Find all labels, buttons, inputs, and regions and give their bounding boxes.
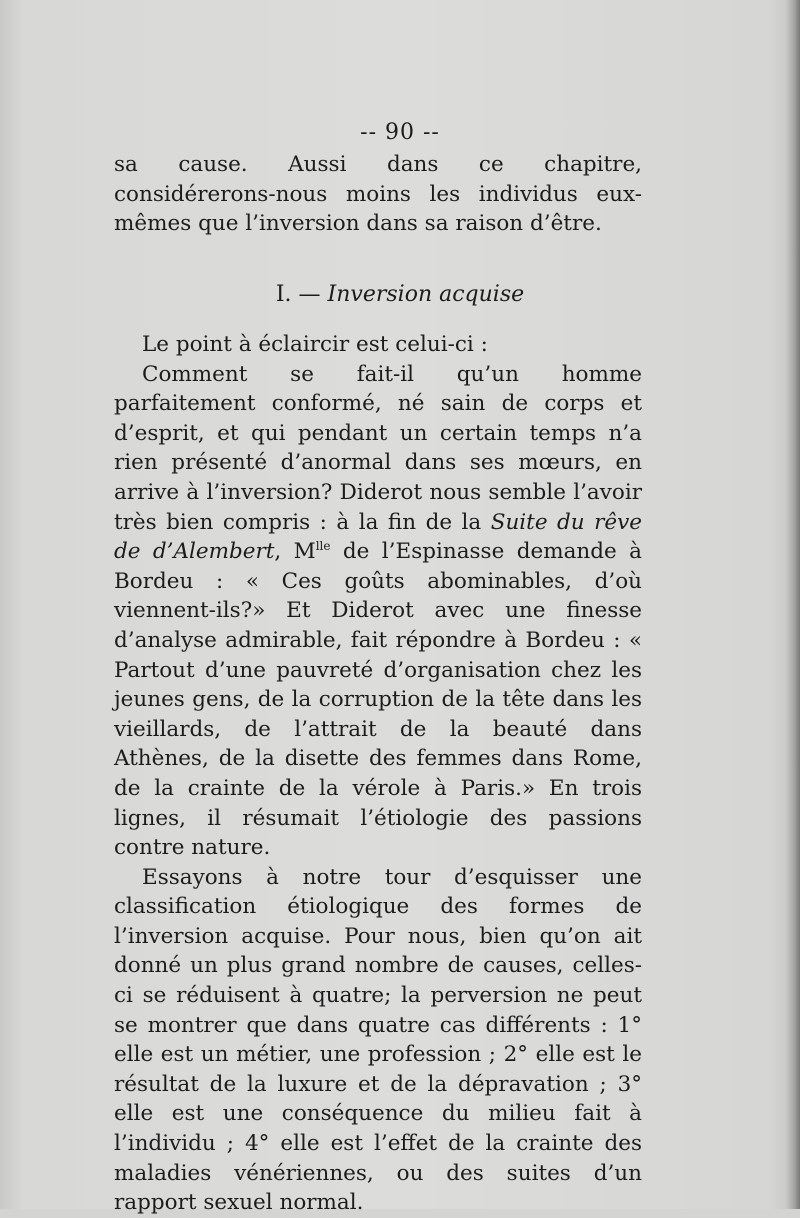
page-number: -- 90 -- bbox=[360, 120, 440, 145]
body-text bbox=[114, 330, 642, 1218]
paragraph-3: Essayons à notre tour d’esquisser une classification étiologique des formes de l’inversion acquise. Pour nous, bien qu’on ait donné un plus grand nombre de causes, celles-ci se réduisent à quatre; la perversion ne peut se montrer que dans quatre cas différents : 1° elle est un métier, une profession ; 2° elle est le résultat de la luxure et de la dépravation ; 3° elle est une conséquence du milieu fait à l’individu ; 4° elle est l’effet de la crainte des maladies vénériennes, ou des suites d’un rapport sexuel normal. bbox=[114, 864, 642, 1216]
top-paragraph bbox=[114, 150, 642, 239]
paragraph-2 bbox=[114, 360, 642, 863]
page-edge-shadow bbox=[786, 0, 800, 1209]
paragraph-1: Le point à éclaircir est celui-ci : bbox=[142, 332, 488, 357]
section-heading bbox=[0, 282, 800, 307]
paragraph-2-part-a: Comment se fait-il qu’un homme parfaitement conformé, né sain de corps et d’esprit, et qui pendant un certain temps n’a rien présenté d’anormal dans ses mœurs, en arrive à l’inversion? Diderot nous semble l’avoir très bien compris : à la fin de la bbox=[114, 361, 642, 535]
top-paragraph-text: sa cause. Aussi dans ce chapitre, considérerons-nous moins les individus eux-mêmes que l’inversion dans sa raison d’être. bbox=[114, 152, 642, 237]
title-superscript: lle bbox=[315, 539, 331, 553]
section-number: I. — bbox=[275, 282, 321, 307]
paragraph-2-part-b: , M bbox=[274, 539, 316, 565]
work-title: Suite du rêve de d’Alembert bbox=[114, 509, 643, 565]
section-title: Inversion acquise bbox=[327, 282, 525, 307]
paragraph-2-part-c: de l’Espinasse demande à Bordeu : « Ces goûts abominables, d’où viennent-ils?» Et Diderot avec une finesse d’analyse admirable, fait répondre à Bordeu : « Partout d’une pauvreté d’organisation chez les jeunes gens, de la corruption de la tête dans les vieillards, de l’attrait de la beauté dans Athènes, de la disette des femmes dans Rome, de la crainte de la vérole à Paris.» En trois lignes, il résumait l’étiologie des passions contre nature. bbox=[114, 539, 642, 861]
